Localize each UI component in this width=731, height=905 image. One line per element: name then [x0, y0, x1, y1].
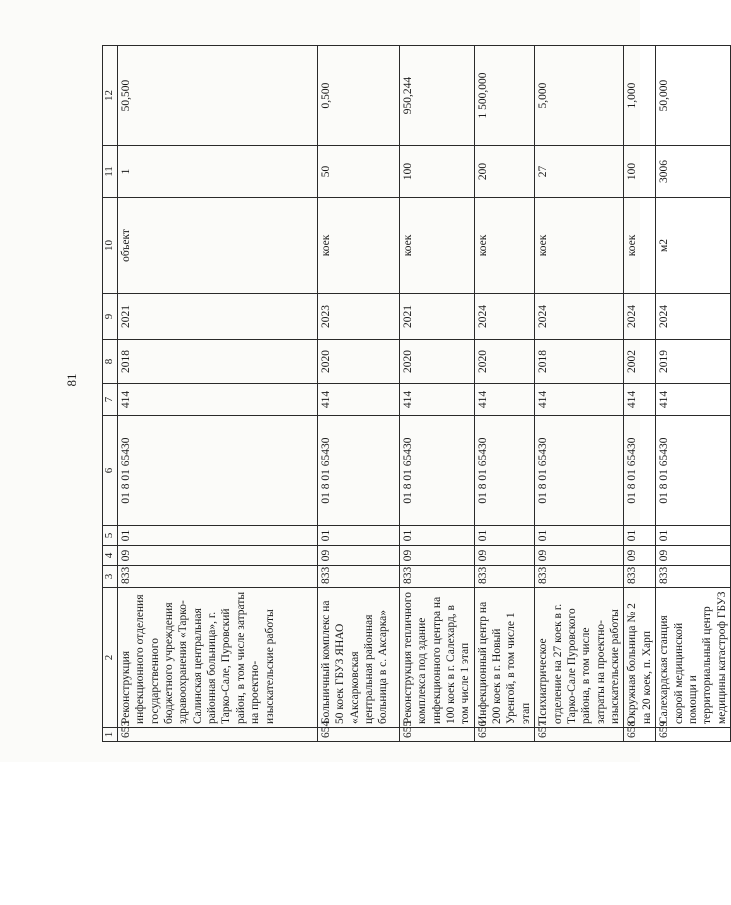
row-number: 655 — [399, 728, 474, 742]
cell-col4: 09 — [317, 546, 399, 566]
cell-col9: 2024 — [474, 294, 535, 340]
cell-col3: 833 — [656, 566, 731, 588]
cell-col10: коек — [535, 198, 624, 294]
cell-col5: 01 — [535, 526, 624, 546]
table-row — [624, 46, 656, 742]
cell-col9: 2021 — [399, 294, 474, 340]
column-header: 6 — [103, 416, 118, 526]
column-header: 12 — [103, 46, 118, 146]
cell-col12: 0,500 — [317, 46, 399, 146]
cell-col6: 01 8 01 65430 — [624, 416, 656, 526]
cell-col4: 09 — [474, 546, 535, 566]
cell-col11: 3006 — [656, 146, 731, 198]
cell-col7: 414 — [535, 384, 624, 416]
cell-col12: 50,500 — [117, 46, 317, 146]
cell-col5: 01 — [117, 526, 317, 546]
row-description: Инфекционный центр на 200 коек в г. Новый Уренгой, в том числе 1 этап — [474, 588, 535, 728]
cell-col10: коек — [399, 198, 474, 294]
cell-col7: 414 — [474, 384, 535, 416]
cell-col5: 01 — [399, 526, 474, 546]
cell-col5: 01 — [474, 526, 535, 546]
cell-col9: 2024 — [535, 294, 624, 340]
cell-col4: 09 — [656, 546, 731, 566]
cell-col10: коек — [317, 198, 399, 294]
table-header-row — [103, 46, 118, 742]
cell-col6: 01 8 01 65430 — [656, 416, 731, 526]
cell-col7: 414 — [117, 384, 317, 416]
table-row — [317, 46, 399, 742]
cell-col11: 1 — [117, 146, 317, 198]
table-body — [103, 46, 731, 742]
row-number: 659 — [656, 728, 731, 742]
cell-col9: 2021 — [117, 294, 317, 340]
column-header: 11 — [103, 146, 118, 198]
cell-col10: коек — [624, 198, 656, 294]
cell-col11: 100 — [624, 146, 656, 198]
cell-col8: 2018 — [117, 340, 317, 384]
cell-col3: 833 — [317, 566, 399, 588]
page-number: 81 — [64, 373, 79, 387]
cell-col8: 2018 — [535, 340, 624, 384]
cell-col11: 100 — [399, 146, 474, 198]
row-number: 653 — [117, 728, 317, 742]
page-margin — [0, 762, 640, 905]
cell-col12: 5,000 — [535, 46, 624, 146]
cell-col3: 833 — [117, 566, 317, 588]
row-number: 656 — [474, 728, 535, 742]
cell-col8: 2020 — [317, 340, 399, 384]
cell-col5: 01 — [656, 526, 731, 546]
row-description: Окружная больница № 2 на 20 коек, п. Харп — [624, 588, 656, 728]
cell-col11: 200 — [474, 146, 535, 198]
cell-col8: 2020 — [399, 340, 474, 384]
cell-col4: 09 — [117, 546, 317, 566]
cell-col9: 2023 — [317, 294, 399, 340]
cell-col9: 2024 — [656, 294, 731, 340]
row-number: 654 — [317, 728, 399, 742]
cell-col6: 01 8 01 65430 — [474, 416, 535, 526]
cell-col8: 2019 — [656, 340, 731, 384]
cell-col8: 2020 — [474, 340, 535, 384]
cell-col7: 414 — [317, 384, 399, 416]
cell-col5: 01 — [624, 526, 656, 546]
cell-col10: коек — [474, 198, 535, 294]
cell-col12: 50,000 — [656, 46, 731, 146]
row-description: Салехардская станция скорой медицинской помощи и территориальный центр медицины катастроф ГБУЗ — [656, 588, 731, 728]
cell-col3: 833 — [474, 566, 535, 588]
cell-col5: 01 — [317, 526, 399, 546]
cell-col7: 414 — [399, 384, 474, 416]
row-description: Реконструкция тепличного комплекса под здание инфекционного центра на 100 коек в г. Салехард, в том числе 1 этап — [399, 588, 474, 728]
row-description: Психиатрическое отделение на 27 коек в г. Тарко-Сале Пуровского района, в том числе затраты на проектно-изыскательские работы — [535, 588, 624, 728]
cell-col4: 09 — [399, 546, 474, 566]
column-header: 1 — [103, 728, 118, 742]
cell-col7: 414 — [656, 384, 731, 416]
cell-col12: 1 500,000 — [474, 46, 535, 146]
table-container — [102, 46, 728, 742]
column-header: 8 — [103, 340, 118, 384]
cell-col10: м2 — [656, 198, 731, 294]
cell-col8: 2002 — [624, 340, 656, 384]
row-number: 658 — [624, 728, 656, 742]
cell-col11: 50 — [317, 146, 399, 198]
column-header: 9 — [103, 294, 118, 340]
column-header: 10 — [103, 198, 118, 294]
column-header: 7 — [103, 384, 118, 416]
cell-col9: 2024 — [624, 294, 656, 340]
table-row — [474, 46, 535, 742]
cell-col7: 414 — [624, 384, 656, 416]
column-header: 5 — [103, 526, 118, 546]
cell-col6: 01 8 01 65430 — [399, 416, 474, 526]
cell-col12: 1,000 — [624, 46, 656, 146]
cell-col4: 09 — [535, 546, 624, 566]
cell-col12: 950,244 — [399, 46, 474, 146]
row-number: 657 — [535, 728, 624, 742]
column-header: 2 — [103, 588, 118, 728]
column-header: 3 — [103, 566, 118, 588]
data-table — [102, 45, 731, 742]
cell-col11: 27 — [535, 146, 624, 198]
table-row — [399, 46, 474, 742]
row-description: Реконструкция инфекционного отделения государственного бюджетного учреждения здравоохранения «Тарко-Салинская центральная районная больница», г. Тарко-Сале, Пуровский район, в том числе затраты на проектно-изыскательские работы — [117, 588, 317, 728]
cell-col6: 01 8 01 65430 — [535, 416, 624, 526]
row-description: Больничный комплекс на 50 коек ГБУЗ ЯНАО «Аксарковская центральная районная больница в с. Аксарка» — [317, 588, 399, 728]
cell-col3: 833 — [535, 566, 624, 588]
cell-col6: 01 8 01 65430 — [117, 416, 317, 526]
cell-col3: 833 — [399, 566, 474, 588]
cell-col3: 833 — [624, 566, 656, 588]
table-row — [656, 46, 731, 742]
table-row — [117, 46, 317, 742]
table-row — [535, 46, 624, 742]
cell-col4: 09 — [624, 546, 656, 566]
cell-col6: 01 8 01 65430 — [317, 416, 399, 526]
column-header: 4 — [103, 546, 118, 566]
cell-col10: объект — [117, 198, 317, 294]
